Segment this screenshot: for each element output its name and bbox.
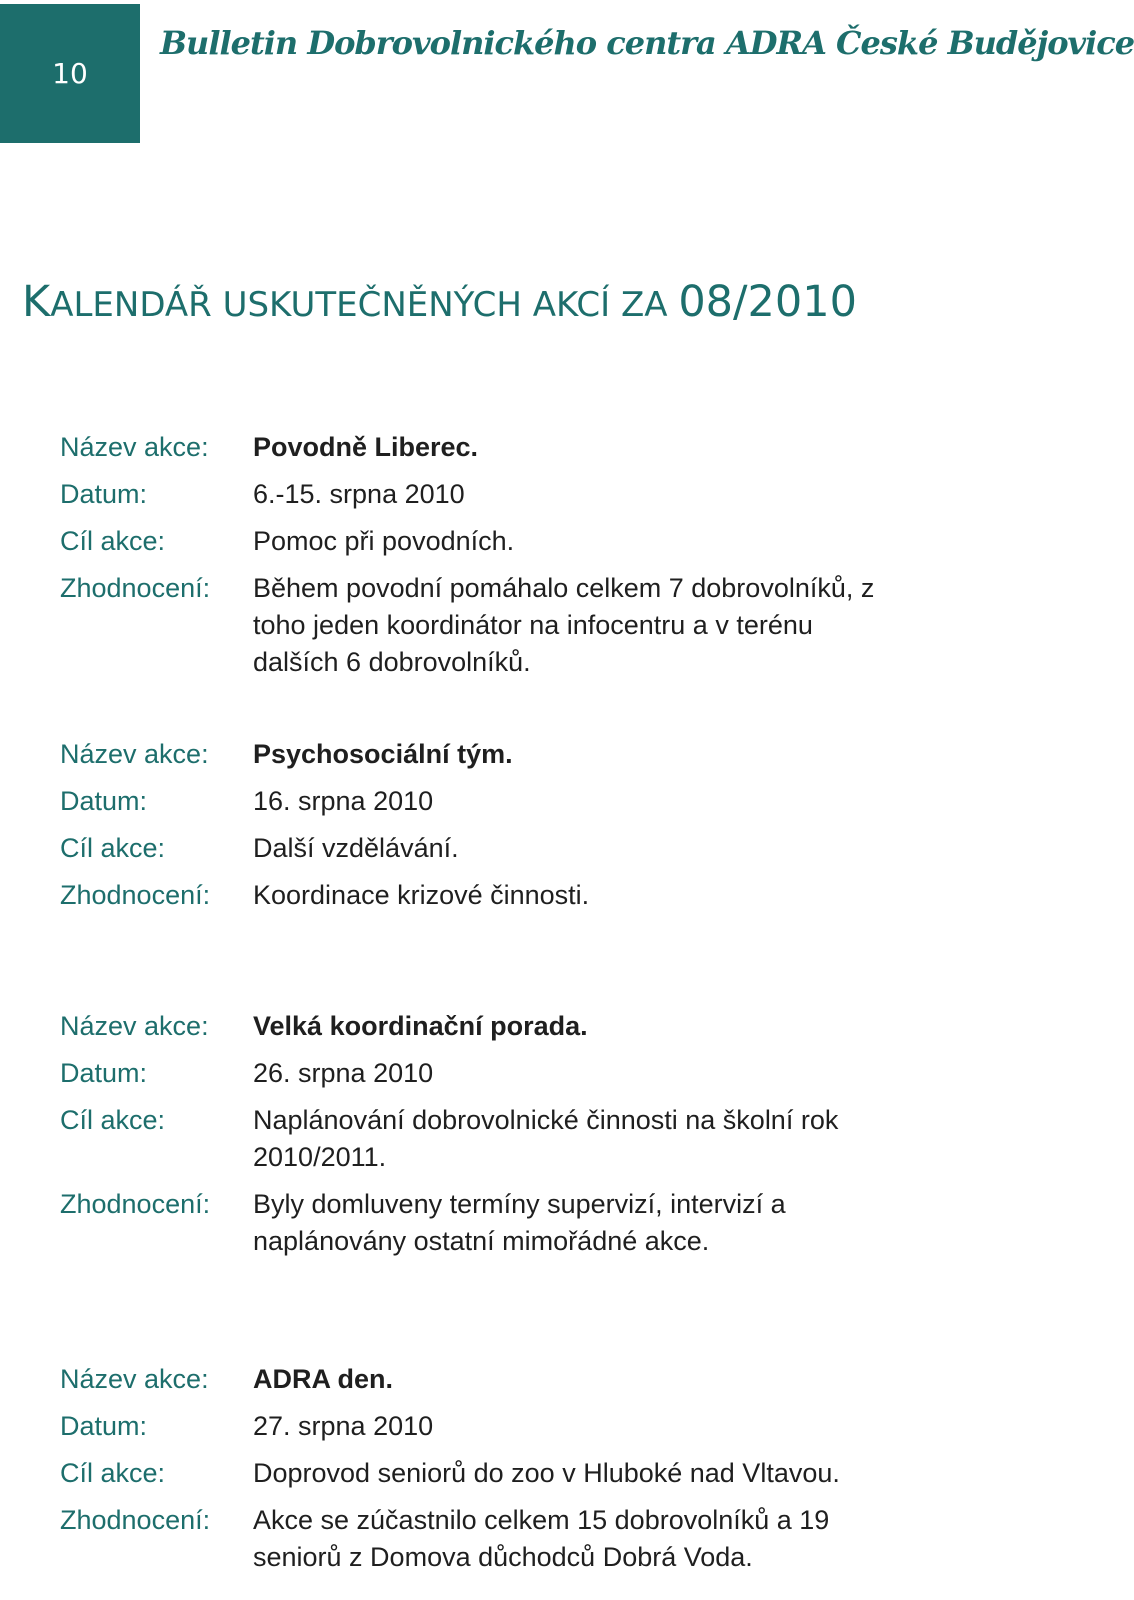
- event-item: [60, 1361, 940, 1576]
- event-date: 27. srpna 2010: [253, 1411, 434, 1441]
- event-goal: Další vzdělávání.: [253, 833, 459, 863]
- event-date: 26. srpna 2010: [253, 1058, 434, 1088]
- section-heading-date: 08/2010: [678, 277, 857, 327]
- bulletin-title: Bulletin Dobrovolnického centra ADRA České Budějovice: [160, 24, 1134, 62]
- event-evaluation: Během povodní pomáhalo celkem 7 dobrovolníků, z toho jeden koordinátor na infocentru a v terénu dalších 6 dobrovolníků.: [253, 573, 875, 677]
- event-date-label: Datum:: [60, 479, 148, 509]
- event-goal: Doprovod seniorů do zoo v Hluboké nad Vltavou.: [253, 1458, 840, 1488]
- event-goal-label: Cíl akce:: [60, 833, 166, 863]
- event-goal-label: Cíl akce:: [60, 526, 166, 556]
- event-goal-label: Cíl akce:: [60, 1105, 166, 1135]
- event-item: [60, 1008, 940, 1260]
- event-name-label: Název akce:: [60, 432, 209, 462]
- event-goal: Naplánování dobrovolnické činnosti na školní rok 2010/2011.: [253, 1105, 839, 1172]
- event-name-label: Název akce:: [60, 1364, 209, 1394]
- section-heading-initial: K: [22, 277, 51, 327]
- page-number-badge: [0, 4, 140, 143]
- event-item: [60, 429, 940, 681]
- event-date: 6.-15. srpna 2010: [253, 479, 465, 509]
- section-heading: [22, 277, 857, 327]
- event-item: [60, 736, 940, 924]
- event-evaluation-label: Zhodnocení:: [60, 880, 211, 910]
- event-date-label: Datum:: [60, 1411, 148, 1441]
- event-name-label: Název akce:: [60, 1011, 209, 1041]
- event-goal-label: Cíl akce:: [60, 1458, 166, 1488]
- event-name-label: Název akce:: [60, 739, 209, 769]
- event-name: ADRA den.: [253, 1364, 393, 1394]
- event-goal: Pomoc při povodních.: [253, 526, 515, 556]
- event-name: Povodně Liberec.: [253, 432, 479, 462]
- section-heading-text: ALENDÁŘ USKUTEČNĚNÝCH AKCÍ ZA: [50, 285, 679, 325]
- event-date-label: Datum:: [60, 1058, 148, 1088]
- event-date-label: Datum:: [60, 786, 148, 816]
- event-evaluation: Koordinace krizové činnosti.: [253, 880, 590, 910]
- event-date: 16. srpna 2010: [253, 786, 434, 816]
- event-name: Psychosociální tým.: [253, 739, 513, 769]
- event-evaluation-label: Zhodnocení:: [60, 1189, 211, 1219]
- event-name: Velká koordinační porada.: [253, 1011, 588, 1041]
- event-evaluation: Akce se zúčastnilo celkem 15 dobrovolníků a 19 seniorů z Domova důchodců Dobrá Voda.: [253, 1505, 830, 1572]
- event-evaluation-label: Zhodnocení:: [60, 573, 211, 603]
- page-number: 10: [52, 57, 88, 90]
- event-evaluation: Byly domluveny termíny supervizí, intervizí a naplánovány ostatní mimořádné akce.: [253, 1189, 786, 1256]
- event-evaluation-label: Zhodnocení:: [60, 1505, 211, 1535]
